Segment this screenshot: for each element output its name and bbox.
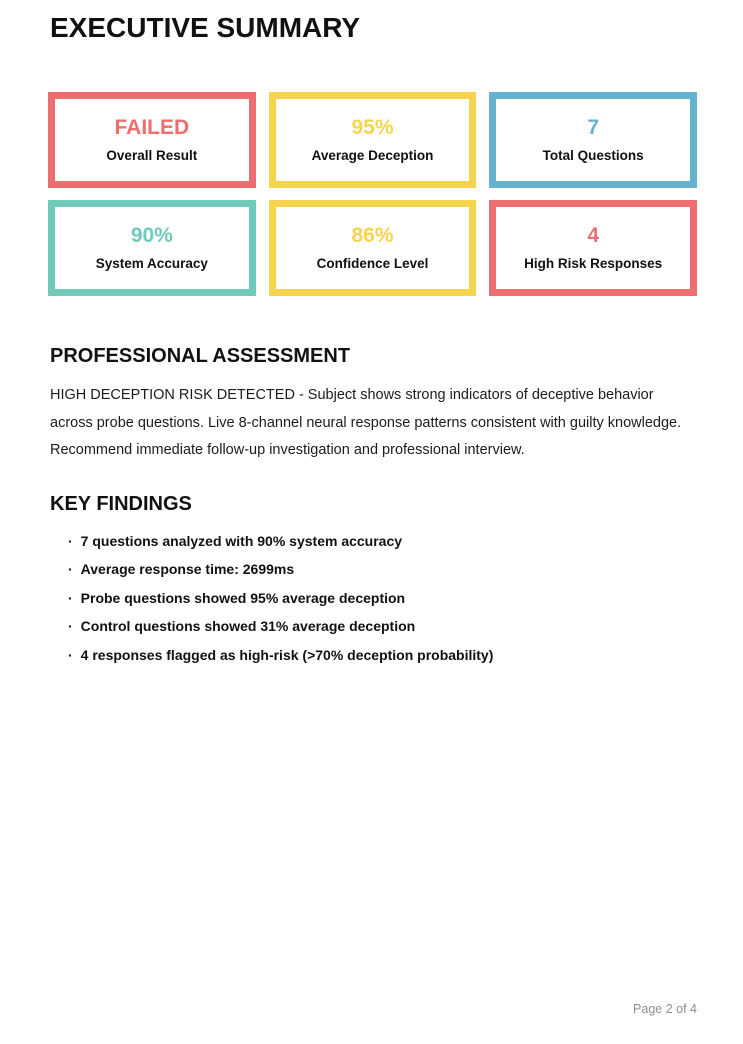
metric-card-overall-result <box>48 92 256 188</box>
metric-label: System Accuracy <box>95 256 208 272</box>
assessment-body-text: HIGH DECEPTION RISK DETECTED - Subject shows strong indicators of deceptive behavior across probe questions. Live 8-channel neural response patterns consistent with guilty knowledge. Recommend immediate follow-up investigation and professional interview. <box>50 387 682 458</box>
metric-card-system-accuracy <box>48 200 256 296</box>
metric-card-total-questions <box>489 92 697 188</box>
professional-assessment-section <box>50 346 697 465</box>
page-title: EXECUTIVE SUMMARY <box>50 12 361 43</box>
finding-text: Probe questions showed 95% average deception <box>80 589 406 606</box>
metric-card-high-risk-responses <box>489 200 697 296</box>
metric-card-confidence-level <box>269 200 477 296</box>
bullet-icon: · <box>68 646 73 663</box>
metric-label: Total Questions <box>542 148 644 164</box>
metric-value: 7 <box>587 116 599 140</box>
bullet-icon: · <box>68 532 73 549</box>
metric-value: 90% <box>130 224 173 248</box>
metric-value: 4 <box>587 224 599 248</box>
key-findings-section <box>50 494 697 662</box>
metric-value: 95% <box>351 116 394 140</box>
bullet-icon: · <box>68 618 73 634</box>
finding-item <box>68 534 697 548</box>
metric-value: 86% <box>351 224 394 248</box>
bullet-icon: · <box>68 589 73 606</box>
assessment-heading: PROFESSIONAL ASSESSMENT <box>50 345 351 367</box>
metric-label: High Risk Responses <box>524 256 663 272</box>
metric-cards-grid <box>48 92 697 296</box>
findings-list <box>50 534 697 662</box>
bullet-icon: · <box>68 561 73 577</box>
metric-value: FAILED <box>114 116 190 140</box>
finding-item <box>68 562 697 576</box>
page-number-indicator: Page 2 of 4 <box>633 1001 697 1016</box>
metric-card-average-deception <box>269 92 477 188</box>
metric-label: Confidence Level <box>316 256 429 272</box>
finding-text: 4 responses flagged as high-risk (>70% deception probability) <box>80 646 494 663</box>
finding-item <box>68 619 697 633</box>
finding-item <box>68 591 697 605</box>
findings-heading: KEY FINDINGS <box>50 492 192 515</box>
metric-label: Overall Result <box>106 148 198 164</box>
finding-text: Average response time: 2699ms <box>80 561 295 577</box>
metric-label: Average Deception <box>311 148 434 164</box>
finding-item <box>68 648 697 662</box>
finding-text: Control questions showed 31% average deception <box>80 618 416 634</box>
finding-text: 7 questions analyzed with 90% system accuracy <box>80 532 403 549</box>
